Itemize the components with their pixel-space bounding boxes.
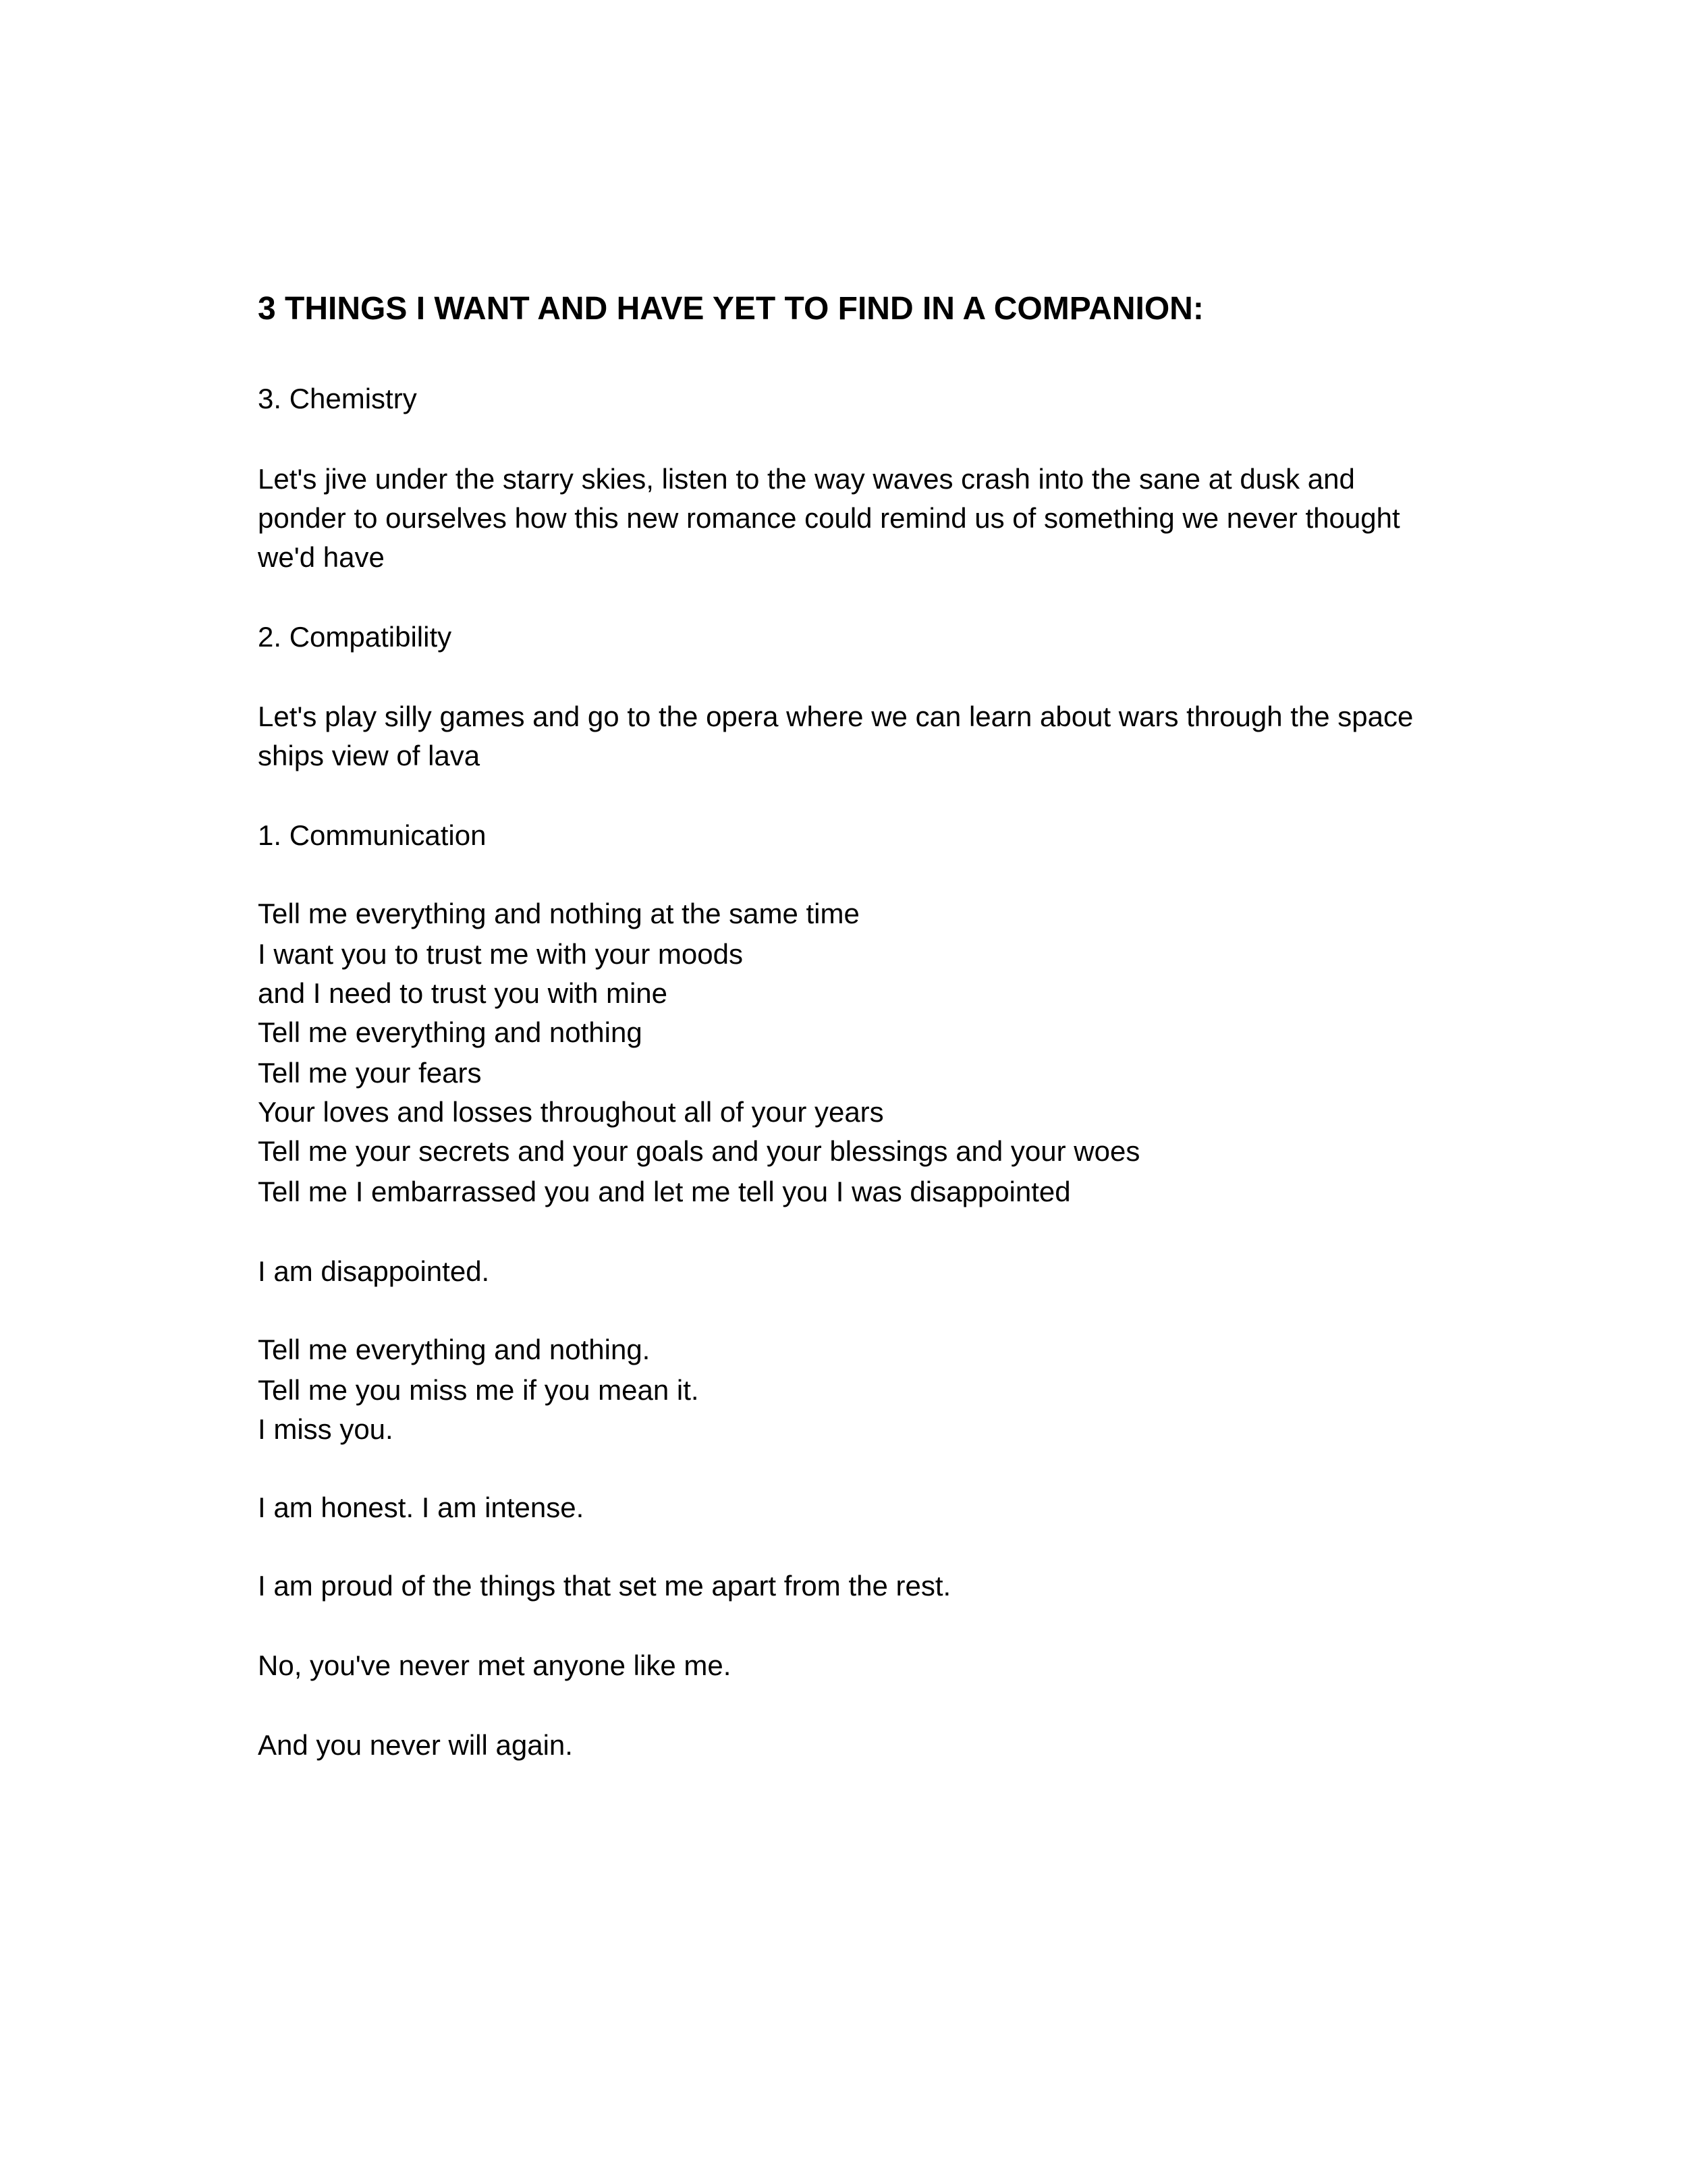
poem-line: Tell me everything and nothing at the same time (258, 898, 860, 929)
poem-line: Tell me everything and nothing. (258, 1334, 651, 1365)
poem-line: I miss you. (258, 1413, 393, 1445)
paragraph-line: ships view of lava (258, 740, 480, 771)
paragraph-line: Let's jive under the starry skies, listen to the way waves crash into the sane at dusk and (258, 463, 1355, 495)
poem-line: I am proud of the things that set me apart from the rest. (258, 1570, 951, 1602)
paragraph-line: we'd have (258, 541, 385, 573)
poem-line: I am disappointed. (258, 1255, 490, 1287)
section-heading-chemistry: 3. Chemistry (258, 383, 417, 414)
poem-line: I am honest. I am intense. (258, 1492, 584, 1523)
section-heading-compatibility: 2. Compatibility (258, 621, 452, 653)
poem-line: Tell me you miss me if you mean it. (258, 1374, 699, 1406)
document-title: 3 THINGS I WANT AND HAVE YET TO FIND IN A COMPANION: (258, 291, 1204, 327)
poem-line: and I need to trust you with mine (258, 977, 668, 1009)
poem-line: Your loves and losses throughout all of your years (258, 1096, 884, 1128)
paragraph-line: ponder to ourselves how this new romance could remind us of something we never thought (258, 502, 1400, 534)
section-heading-communication: 1. Communication (258, 819, 487, 851)
poem-line: And you never will again. (258, 1729, 573, 1761)
poem-line: Tell me everything and nothing (258, 1016, 642, 1048)
poem-line: Tell me your secrets and your goals and your blessings and your woes (258, 1135, 1140, 1167)
poem-line: No, you've never met anyone like me. (258, 1649, 731, 1681)
paragraph-line: Let's play silly games and go to the opera where we can learn about wars through the space (258, 701, 1414, 732)
poem-line: I want you to trust me with your moods (258, 938, 743, 970)
poem-line: Tell me your fears (258, 1057, 482, 1089)
poem-line: Tell me I embarrassed you and let me tell you I was disappointed (258, 1176, 1071, 1207)
